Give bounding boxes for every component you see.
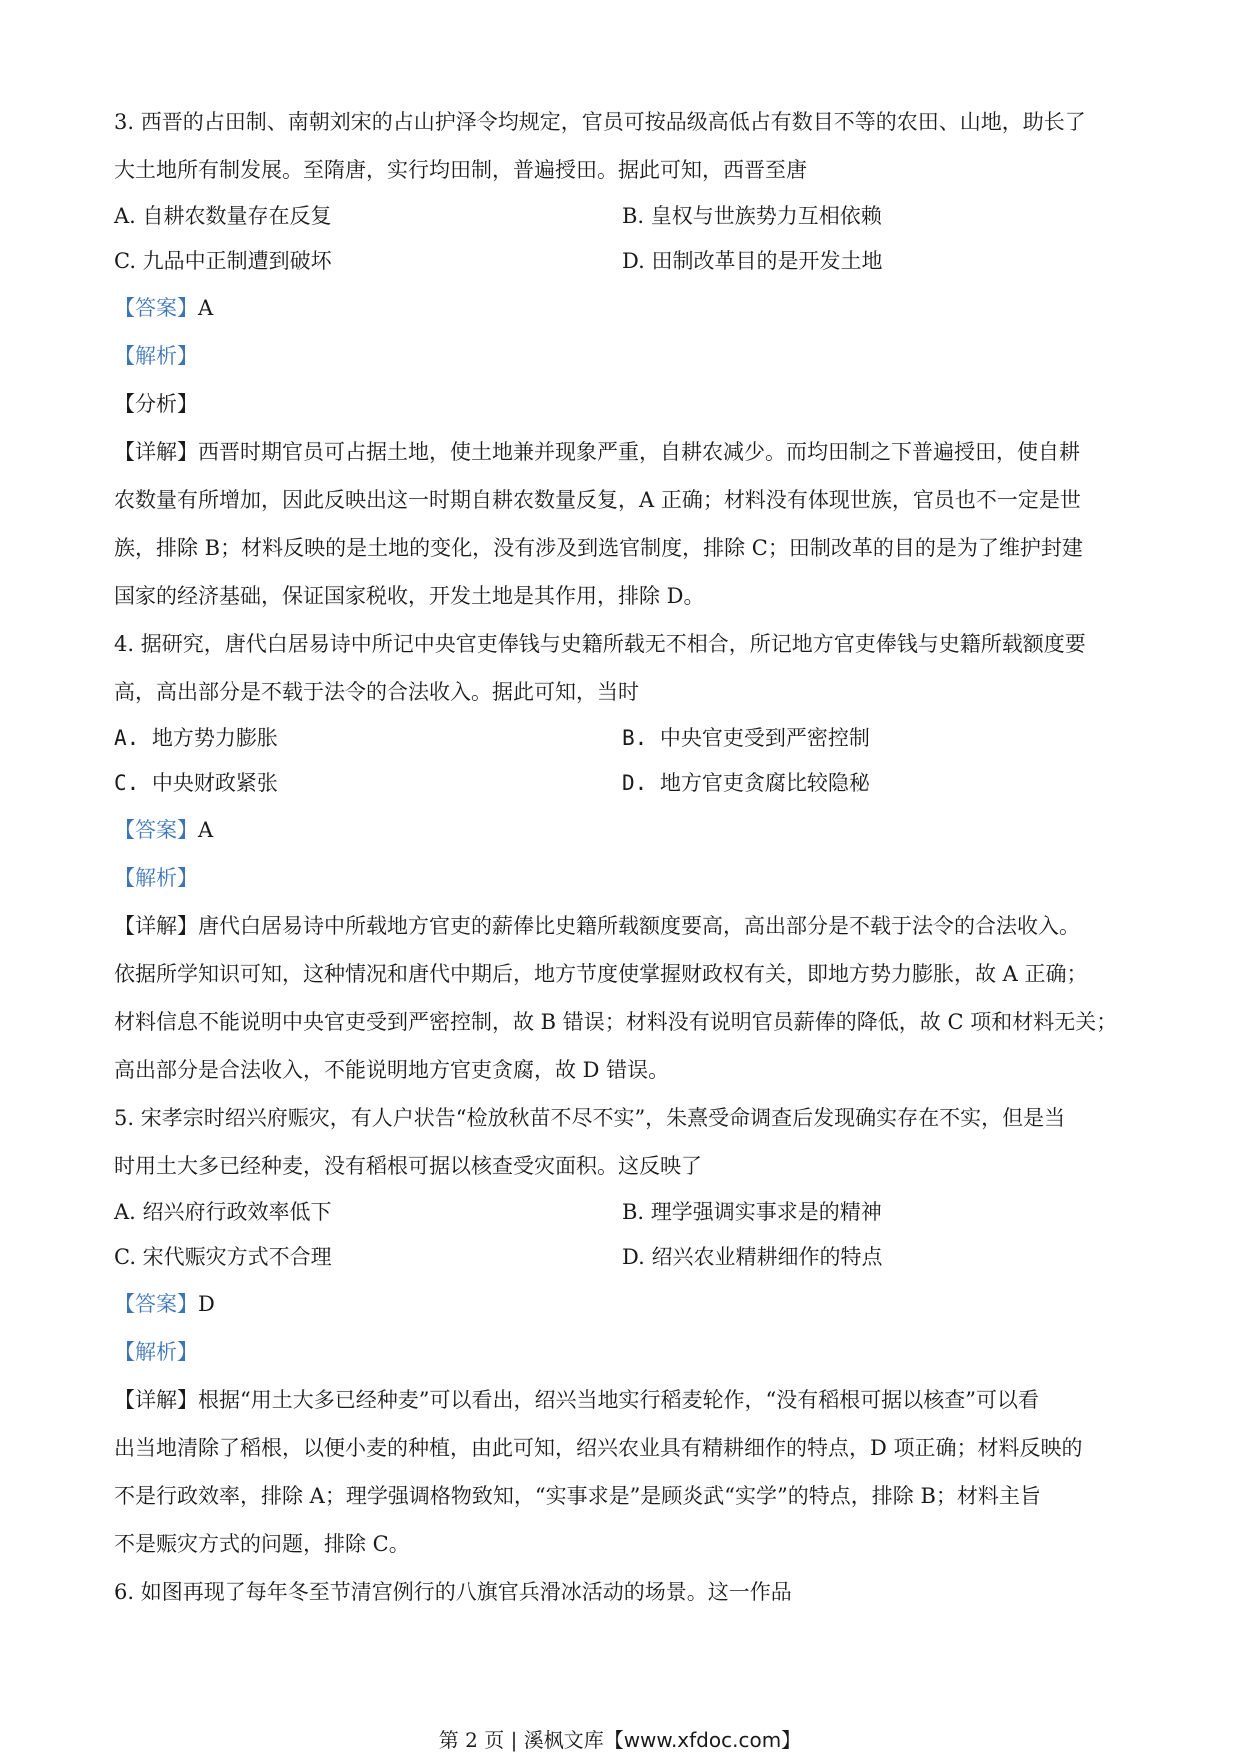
option-a: A. 自耕农数量存在反复 — [114, 204, 332, 228]
option-c: C. 中央财政紧张 — [114, 771, 278, 795]
detail-line: 国家的经济基础，保证国家税收，开发土地是其作用，排除 D。 — [114, 584, 705, 608]
question-stem-line: 4. 据研究，唐代白居易诗中所记中央官吏俸钱与史籍所载无不相合，所记地方官吏俸钱与史籍所载额度要 — [114, 632, 1086, 656]
option-a: A. 地方势力膨胀 — [114, 726, 278, 750]
options-row — [114, 761, 1138, 806]
option-b: B. 皇权与世族势力互相依赖 — [622, 204, 882, 228]
question-6 — [114, 1568, 1138, 1616]
options-row — [114, 716, 1138, 761]
answer-value: A — [198, 818, 214, 842]
question-stem-line: 5. 宋孝宗时绍兴府赈灾，有人户状告“检放秋苗不尽不实”，朱熹受命调查后发现确实存在不实，但是当 — [114, 1106, 1066, 1130]
option-a: A. 绍兴府行政效率低下 — [114, 1200, 332, 1224]
detail-line: 不是赈灾方式的问题，排除 C。 — [114, 1532, 410, 1556]
answer-line — [114, 806, 1138, 854]
detail-line: 高出部分是合法收入，不能说明地方官吏贪腐，故 D 错误。 — [114, 1058, 670, 1082]
answer-line — [114, 1280, 1138, 1328]
question-stem-line: 3. 西晋的占田制、南朝刘宋的占山护泽令均规定，官员可按品级高低占有数目不等的农田、山地，助长了 — [114, 110, 1086, 134]
option-d: D. 地方官吏贪腐比较隐秘 — [622, 771, 870, 795]
question-stem-line: 高，高出部分是不载于法令的合法收入。据此可知，当时 — [114, 680, 639, 704]
answer-tag: 【答案】 — [114, 296, 198, 320]
question-3 — [114, 98, 1138, 620]
detail-line: 【详解】根据“用土大多已经种麦”可以看出，绍兴当地实行稻麦轮作，“没有稻根可据以核查”可以看 — [114, 1388, 1039, 1412]
document-body — [114, 98, 1138, 1616]
option-d: D. 绍兴农业精耕细作的特点 — [622, 1245, 883, 1269]
footer-page-label: 第 2 页 | 溪枫文库 — [438, 1728, 604, 1752]
detail-line: 【详解】唐代白居易诗中所载地方官吏的薪俸比史籍所载额度要高，高出部分是不载于法令的合法收入。 — [114, 914, 1080, 938]
question-stem-line: 6. 如图再现了每年冬至节清宫例行的八旗官兵滑冰活动的场景。这一作品 — [114, 1580, 792, 1604]
answer-value: A — [198, 296, 214, 320]
options-row — [114, 1190, 1138, 1235]
footer-site-link[interactable]: 【www.xfdoc.com】 — [603, 1728, 802, 1752]
analysis-tag: 【解析】 — [114, 866, 198, 890]
question-4 — [114, 620, 1138, 1094]
detail-line: 材料信息不能说明中央官吏受到严密控制，故 B 错误；材料没有说明官员薪俸的降低，故 C 项和材料无关； — [114, 1010, 1118, 1034]
answer-line — [114, 284, 1138, 332]
detail-line: 依据所学知识可知，这种情况和唐代中期后，地方节度使掌握财政权有关，即地方势力膨胀，故 A 正确； — [114, 962, 1088, 986]
options-row — [114, 239, 1138, 284]
option-b: B. 理学强调实事求是的精神 — [622, 1200, 882, 1224]
options-row — [114, 1235, 1138, 1280]
question-stem-line: 时用土大多已经种麦，没有稻根可据以核查受灾面积。这反映了 — [114, 1154, 702, 1178]
answer-tag: 【答案】 — [114, 818, 198, 842]
option-d: D. 田制改革目的是开发土地 — [622, 249, 883, 273]
answer-value: D — [198, 1292, 215, 1316]
option-c: C. 九品中正制遭到破坏 — [114, 249, 332, 273]
detail-line: 【详解】西晋时期官员可占据土地，使土地兼并现象严重，自耕农减少。而均田制之下普遍授田，使自耕 — [114, 440, 1080, 464]
page-footer — [0, 1726, 1240, 1754]
option-b: B. 中央官吏受到严密控制 — [622, 726, 870, 750]
question-stem-line: 大土地所有制发展。至隋唐，实行均田制，普遍授田。据此可知，西晋至唐 — [114, 158, 807, 182]
option-c: C. 宋代赈灾方式不合理 — [114, 1245, 332, 1269]
detail-line: 族，排除 B；材料反映的是土地的变化，没有涉及到选官制度，排除 C；田制改革的目的是为了维护封建 — [114, 536, 1083, 560]
fenxi-tag: 【分析】 — [114, 392, 198, 416]
analysis-tag: 【解析】 — [114, 1340, 198, 1364]
answer-tag: 【答案】 — [114, 1292, 198, 1316]
options-row — [114, 194, 1138, 239]
detail-line: 出当地清除了稻根，以便小麦的种植，由此可知，绍兴农业具有精耕细作的特点，D 项正确；材料反映的 — [114, 1436, 1083, 1460]
analysis-tag: 【解析】 — [114, 344, 198, 368]
question-5 — [114, 1094, 1138, 1568]
detail-line: 农数量有所增加，因此反映出这一时期自耕农数量反复，A 正确；材料没有体现世族，官员也不一定是世 — [114, 488, 1081, 512]
detail-line: 不是行政效率，排除 A；理学强调格物致知，“实事求是”是顾炎武“实学”的特点，排除 B；材料主旨 — [114, 1484, 1041, 1508]
